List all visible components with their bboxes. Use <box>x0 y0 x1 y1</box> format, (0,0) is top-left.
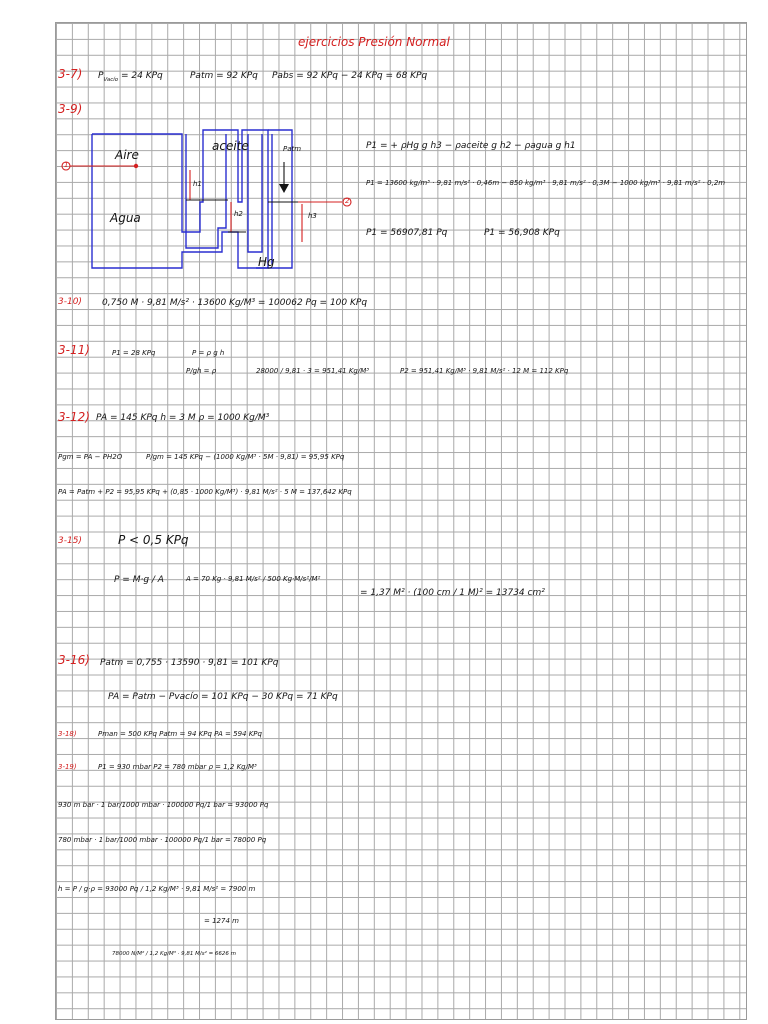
p3-11-density: 28000 / 9,81 · 3 = 951,41 Kg/M³ <box>256 367 370 375</box>
p3-12-absolute-pressure: PA = Patm + P2 = 95,95 KPq + (0,85 · 1000 Kg/M³) · 9,81 M/s² · 5 M = 137,642 KPq <box>58 488 352 496</box>
problem-label-3-10: 3-10) <box>58 297 82 307</box>
p3-7-atm-pressure: Patm = 92 KPq <box>190 71 258 81</box>
p3-11-result: P2 = 951,41 Kg/M³ · 9,81 M/s² · 12 M = 112 KPq <box>400 367 569 375</box>
problem-label-3-11: 3-11) <box>58 343 90 357</box>
p3-11-rearranged: P/gh = ρ <box>186 367 217 375</box>
p3-18-pressures: Pman = 500 KPq Patm = 94 KPq PA = 594 KPq <box>98 730 262 738</box>
p3-15-area-result: = 1,37 M² · (100 cm / 1 M)² = 13734 cm² <box>360 588 545 598</box>
p3-9-result-kpa: P1 = 56,908 KPq <box>484 228 560 238</box>
p3-7-vacuum-pressure: $P_{Vacío} = 24$ KPq <box>98 71 163 83</box>
p3-9-pressure-equation: P1 = + ρHg g h3 − ρaceite g h2 − ρagua g h1 <box>366 141 576 151</box>
p3-16-abs-pressure: PA = Patm − Pvacío = 101 KPq − 30 KPq = 71 KPq <box>108 692 338 702</box>
p3-19-height-2: 78000 N/M² / 1,2 Kg/M³ · 9,81 M/s² = 6626 m <box>112 951 237 957</box>
p3-19-height-1: h = P / g·ρ = 93000 Pq / 1,2 Kg/M³ · 9,81 M/s² = 7900 m <box>58 885 256 893</box>
p3-12-gauge-pressure: P/gm = 145 KPq − (1000 Kg/M³ · 5M · 9,81) = 95,95 KPq <box>146 453 345 461</box>
p3-11-formula: P = ρ g h <box>192 349 225 357</box>
problem-label-3-7: 3-7) <box>58 67 83 81</box>
problem-label-3-18: 3-18) <box>58 730 77 738</box>
diagram-point-1: 1 <box>64 161 69 169</box>
p3-12-given: PA = 145 KPq h = 3 M ρ = 1000 Kg/M³ <box>96 413 270 423</box>
p3-11-given: P1 = 28 KPq <box>112 349 156 357</box>
problem-label-3-9: 3-9) <box>58 102 83 116</box>
problem-label-3-12: 3-12) <box>58 410 90 424</box>
p3-19-conversion-1: 930 m bar · 1 bar/1000 mbar · 100000 Pq/1 bar = 93000 Pq <box>58 801 269 809</box>
diagram-label-h1: h1 <box>193 180 202 188</box>
p3-19-given: P1 = 930 mbar P2 = 780 mbar ρ = 1,2 Kg/M³ <box>98 763 257 771</box>
diagram-label-patm: Patm <box>283 145 302 153</box>
p3-15-area-calc: A = 70 Kg · 9,81 M/s² / 500 Kg·M/s²/M² <box>186 575 321 583</box>
p3-19-conversion-2: 780 mbar · 1 bar/1000 mbar · 100000 Pq/1 bar = 78000 Pq <box>58 836 267 844</box>
p3-12-gauge-relation: Pgm = PA − PH2O <box>58 453 123 461</box>
diagram-point-2: 2 <box>345 197 350 205</box>
problem-label-3-15: 3-15) <box>58 536 82 546</box>
p3-9-substituted-values: P1 = 13600 kg/m³ · 9,81 m/s² · 0,46m − 850 kg/m³ · 9,81 m/s² · 0,3M − 1000 kg/m³ · 9,81 m/s² · 0,2m <box>366 179 726 187</box>
diagram-label-h3: h3 <box>308 212 317 220</box>
p3-19-height-difference: = 1274 m <box>204 917 239 925</box>
diagram-label-aire: Aire <box>115 148 139 162</box>
page-title: ejercicios Presión Normal <box>298 35 450 49</box>
diagram-label-aceite: aceite <box>212 139 249 153</box>
p3-15-condition: P < 0,5 KPq <box>118 533 189 547</box>
p3-7-abs-pressure: Pabs = 92 KPq − 24 KPq = 68 KPq <box>272 71 428 81</box>
diagram-label-hg: Hg <box>258 255 275 269</box>
p3-9-result-pa: P1 = 56907,81 Pq <box>366 228 448 238</box>
diagram-label-h2: h2 <box>234 210 243 218</box>
p3-15-formula: P = M·g / A <box>114 575 164 585</box>
problem-label-3-19: 3-19) <box>58 763 77 771</box>
diagram-label-agua: Agua <box>110 211 141 225</box>
p3-16-atm-pressure: Patm = 0,755 · 13590 · 9,81 = 101 KPq <box>100 658 279 668</box>
p3-10-equation: 0,750 M · 9,81 M/s² · 13600 Kg/M³ = 100062 Pq = 100 KPq <box>102 298 368 308</box>
problem-label-3-16: 3-16) <box>58 653 90 667</box>
